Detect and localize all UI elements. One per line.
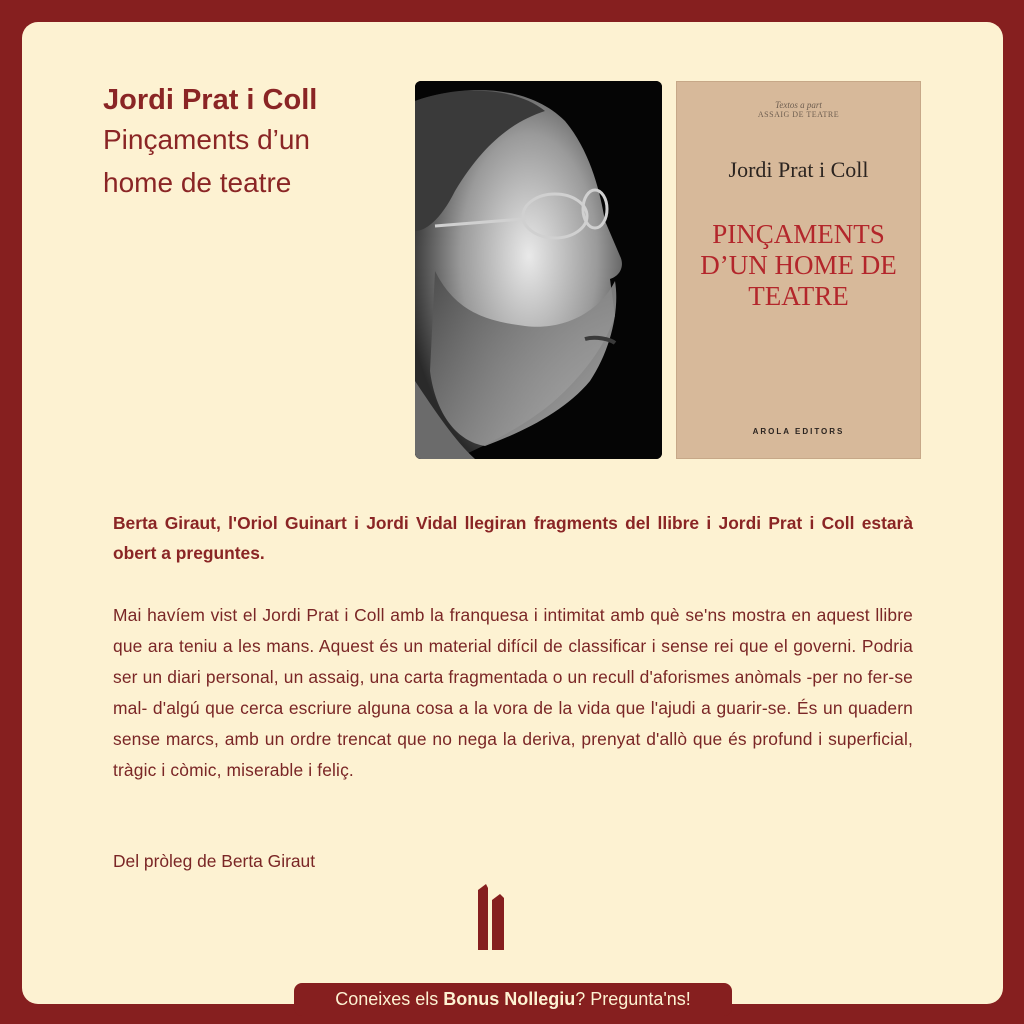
excerpt-credit: Del pròleg de Berta Giraut xyxy=(113,851,316,871)
nollegiu-logo-icon xyxy=(474,882,508,957)
footer-cta[interactable] xyxy=(294,983,732,1016)
cover-author: Jordi Prat i Coll xyxy=(728,157,869,182)
prologue-excerpt: Mai havíem vist el Jordi Prat i Coll amb la franquesa i intimitat amb què se'ns mostra en aquest llibre que ara teniu a les mans. Aquest és un material difícil de classificar i sense rei que el governi. Podria ser un diari personal, un assaig, una carta fragmentada o un recull d'aforismes anòmals -per no fer-se mal- d'algú que cerca escriure alguna cosa a la vora de la vida que l'ajudi a guarir-se. És un quadern sense marcs, amb un ordre trencat que no nega la deriva, prenyat d'allò que és profund i superficial, tràgic i còmic, miserable i feliç. xyxy=(113,605,913,780)
header xyxy=(103,82,383,204)
footer-prefix: Coneixes els xyxy=(335,989,444,1009)
event-lead-text: Berta Giraut, l'Oriol Guinart i Jordi Vidal llegiran fragments del llibre i Jordi Prat i Coll estarà obert a preguntes. xyxy=(113,513,913,563)
footer-suffix: ? Pregunta'ns! xyxy=(575,989,691,1009)
footer-brand: Bonus Nollegiu xyxy=(443,989,576,1009)
author-name: Jordi Prat i Coll xyxy=(103,84,318,116)
cover-title: PINÇAMENTS D’UN HOME DE TEATRE xyxy=(700,219,897,311)
cover-publisher: AROLA EDITORS xyxy=(752,427,845,436)
book-cover-image xyxy=(676,81,921,459)
portrait-illustration xyxy=(415,81,662,459)
book-title: Pinçaments d’un home de teatre xyxy=(103,124,311,198)
cover-series: Textos a part xyxy=(775,100,822,110)
cover-collection: ASSAIG DE TEATRE xyxy=(757,110,840,119)
author-portrait-photo xyxy=(415,81,662,459)
